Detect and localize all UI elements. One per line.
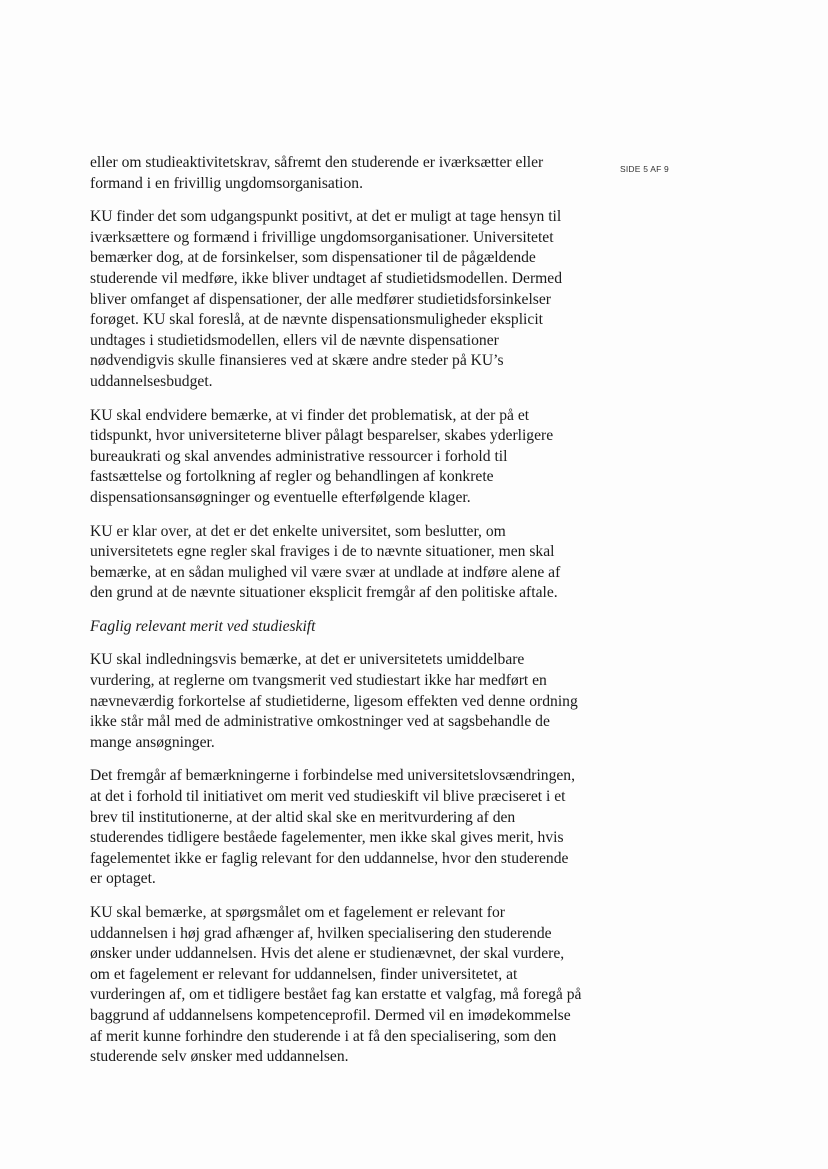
paragraph: KU er klar over, at det er det enkelte universitet, som beslutter, om universitetets egne regler skal fraviges i de to nævnte situationer, men skal bemærke, at en sådan mulighed vil være svær at undlade at indføre alene af den grund at de nævnte situationer eksplicit fremgår af den politiske aftale. bbox=[90, 522, 561, 602]
paragraph: KU finder det som udgangspunkt positivt, at det er muligt at tage hensyn til iværksættere og formænd i frivillige ungdomsorganisationer. Universitetet bemærker dog, at de forsinkelser, som dispensationer til de pågældende studerende vil medføre, ikke bliver undtaget af studietidsmodellen. Dermed bliver omfanget af dispensationer, der alle medfører studietidsforsinkelser forøget. KU skal foreslå, at de nævnte dispensationsmuligheder eksplicit undtages i studietidsmodellen, ellers vil de nævnte dispensationer nødvendigvis skulle finansieres ved at skære andre steder på KU’s uddannelsesbudget. bbox=[90, 208, 563, 390]
paragraph: KU skal indledningsvis bemærke, at det er universitetets umiddelbare vurdering, at reglerne om tvangsmerit ved studiestart ikke har medført en nævneværdig forkortelse af studietiderne, ligesom effekten ved denne ordning ikke står mål med de administrative omkostninger ved at sagsbehandle de mange ansøgninger. bbox=[90, 651, 578, 751]
paragraph: KU skal endvidere bemærke, at vi finder det problematisk, at der på et tidspunkt, hvor universiteterne bliver pålagt besparelser, skabes yderligere bureaukrati og skal anvendes administrative ressourcer i forhold til fastsættelse og fortolkning af regler og behandlingen af konkrete dispensationsansøgninger og eventuelle efterfølgende klager. bbox=[90, 406, 554, 506]
page-number: SIDE 5 AF 9 bbox=[620, 164, 669, 174]
paragraph: eller om studieaktivitetskrav, såfremt den studerende er iværksætter eller formand i en frivillig ungdomsorganisation. bbox=[90, 154, 544, 192]
paragraph: KU skal bemærke, at spørgsmålet om et fagelement er relevant for uddannelsen i høj grad afhænger af, hvilken specialisering den studerende ønsker under uddannelsen. Hvis det alene er studienævnet, der skal vurdere, om et fagelement er relevant for uddannelsen, finder universitetet, at vurderingen af, om et tidligere bestået fag kan erstatte et valgfag, må foregå på baggrund af uddannelsens kompetenceprofil. Dermed vil en imødekommelse af merit kunne forhindre den studerende i at få den specialisering, som den studerende selv ønsker med uddannelsen. bbox=[90, 904, 582, 1066]
body-text bbox=[90, 153, 582, 1081]
section-heading: Faglig relevant merit ved studieskift bbox=[90, 617, 316, 635]
paragraph: Det fremgår af bemærkningerne i forbindelse med universitetslovsændringen, at det i forhold til initiativet om merit ved studieskift vil blive præciseret i et brev til institutionerne, at der altid skal ske en meritvurdering af den studerendes tidligere beståede fagelementer, men ikke skal gives merit, hvis fagelementet ikke er faglig relevant for den uddannelse, hvor den studerende er optaget. bbox=[90, 767, 576, 888]
